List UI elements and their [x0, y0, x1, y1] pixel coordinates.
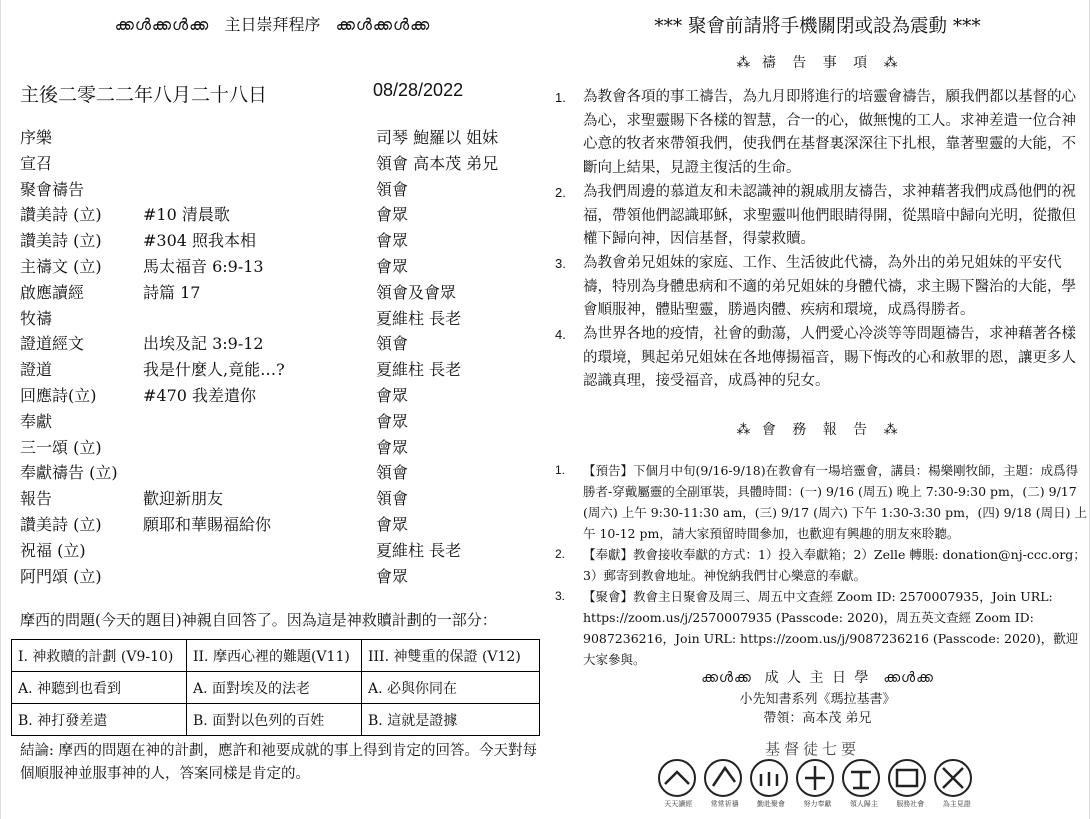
report-heading — [545, 419, 1090, 439]
program-item: 證道 — [20, 360, 53, 380]
program-item: 奉獻 — [20, 411, 53, 431]
program-row — [20, 486, 540, 512]
program-leader: 會眾 — [376, 437, 409, 457]
list-text: 為世界各地的疫情，社會的動蕩，人們愛心冷淡等等問題禱告，求神藉著各樣的環境，興起弟兄姐妹在各地傳揚福音，賜下悔改的心和赦罪的恩，讓更多人認識真理，接受福音，成爲神的兒女。 — [583, 326, 1076, 390]
program-row — [20, 512, 540, 538]
report-heading-text: 會 務 報 告 — [761, 422, 874, 438]
seven-essentials-icons — [655, 758, 980, 798]
program-item: 阿門頌 (立) — [20, 566, 102, 586]
program-item: 三一頌 (立) — [20, 437, 102, 457]
program-detail: #470 我差遣你 — [143, 385, 257, 405]
lead-shape — [851, 772, 871, 788]
program-row — [20, 306, 540, 332]
program-leader: 會眾 — [376, 411, 409, 431]
report-item — [555, 586, 1087, 670]
worship-order-title-text: 主日崇拜程序 — [224, 15, 321, 34]
seven-essentials-title: 基督徒七要 — [765, 740, 861, 758]
program-leader: 夏維柱 長老 — [376, 308, 462, 328]
ornament-right: ക്കൾക്ക — [883, 670, 934, 686]
program-leader: 會眾 — [376, 205, 409, 225]
ornament-icon: ⁂ — [736, 55, 752, 71]
program-leader: 夏維柱 長老 — [376, 540, 462, 560]
program-item: 主禱文 (立) — [20, 256, 102, 276]
prayer-item — [555, 86, 1087, 181]
program-item: 報告 — [20, 489, 53, 509]
kneel-shape — [713, 768, 735, 786]
program-row — [20, 383, 540, 409]
program-row — [20, 564, 540, 590]
report-list — [555, 460, 1087, 670]
seven-essentials-label: 服務社會 — [896, 800, 925, 808]
list-text: 【聚會】教會主日聚會及周三、周五中文查經 Zoom ID: 2570007935，Join URL: https://zoom.us/j/2570007935 (Passcode: 2020)，周五英文查經 Zoom ID: 9087236216，Join URL: https://zoom.us/j/9087236216 (Passcode: 2020)，歡迎大家參與。 — [583, 589, 1079, 667]
give-shape — [805, 766, 825, 790]
program-item: 序樂 — [20, 128, 53, 147]
program-item: 讚美詩 (立) — [20, 205, 102, 225]
program-row — [20, 538, 540, 564]
program-leader: 領會 — [376, 179, 409, 199]
program-item: 聚會禱告 — [20, 179, 85, 199]
list-number: 2. — [555, 184, 566, 200]
prayer-heading — [545, 52, 1090, 72]
serve-shape — [897, 770, 917, 786]
program-row — [20, 280, 540, 306]
table-cell: B. 面對以色列的百姓 — [187, 704, 362, 736]
prayer-heading-text: 禱 告 事 項 — [761, 55, 874, 71]
conclusion: 結論: 摩西的問題在神的計劃，應許和祂要成就的事上得到肯定的回答。今天對每個順服神並服事神的人，答案同樣是肯定的。 — [20, 743, 537, 782]
list-number: 4. — [555, 327, 566, 343]
program-row — [20, 151, 540, 177]
list-number: 1. — [555, 90, 566, 105]
sunday-school-title: 成 人 主 日 學 — [764, 670, 871, 686]
list-number: 3. — [555, 589, 566, 603]
program-detail: 出埃及記 3:9-12 — [143, 334, 264, 354]
program-detail: 我是什麼人,竟能…? — [143, 360, 285, 380]
prayer-item — [555, 252, 1087, 323]
program-row — [20, 125, 540, 151]
list-number: 2. — [555, 547, 566, 561]
program-row — [20, 357, 540, 383]
bible-reading-icon — [659, 760, 695, 796]
program-leader: 夏維柱 長老 — [376, 360, 462, 380]
book-shape — [665, 772, 689, 784]
program-leader: 會眾 — [376, 256, 409, 276]
program-leader: 會眾 — [376, 231, 409, 251]
ornament-icon: ⁂ — [736, 422, 752, 438]
program-item: 宣召 — [20, 153, 53, 173]
table-row — [12, 640, 540, 672]
program-leader: 領會 — [376, 463, 409, 483]
program-detail: #10 清晨歌 — [143, 205, 230, 225]
sermon-question: 摩西的問題(今天的題目)神親自回答了。因為這是神救贖計劃的一部分： — [20, 611, 497, 629]
table-row — [12, 672, 540, 704]
seven-essentials-label: 天天讀經 — [664, 800, 693, 808]
ornament-icon: ⁂ — [883, 422, 899, 438]
list-text: 為我們周邊的慕道友和未認識神的親戚朋友禱告，求神藉著我們成爲他們的祝福，帶領他們認識耶穌，求聖靈叫他們眼睛得開，從黑暗中歸向光明，從撒但權下歸向神，因信基督，得蒙救贖。 — [583, 183, 1076, 248]
program-leader: 領會 — [376, 489, 409, 509]
ornament-left: ക്കൾക്കൾക്ക — [114, 15, 210, 34]
program-leader: 會眾 — [376, 514, 409, 534]
list-text: 為教會各項的事工禱告，為九月即將進行的培靈會禱告，願我們都以基督的心為心，求聖靈賜下各樣的智慧，合一的心，做無愧的工人。求神差遣一位合神心意的牧者來帶領我們，使我們在基督裏深深往下扎根，靠著聖靈的大能，不斷向上結果，見證主復活的生命。 — [583, 89, 1076, 177]
table-cell: I. 神救贖的計劃 (V9-10) — [12, 640, 187, 672]
program-leader: 司琴 鮑羅以 姐妹 — [376, 128, 499, 147]
program-detail: 歡迎新朋友 — [143, 489, 224, 509]
list-number: 3. — [555, 255, 566, 271]
program-row — [20, 202, 540, 228]
date-row — [20, 80, 520, 107]
praying-icon — [705, 760, 741, 796]
program-item: 回應詩(立) — [20, 385, 97, 405]
seven-essentials-label: 領人歸主 — [849, 800, 878, 808]
prayer-item — [555, 323, 1087, 394]
people-shape — [761, 772, 777, 786]
seven-essentials-label: 勤赴聚會 — [757, 800, 786, 808]
program-row — [20, 177, 540, 203]
table-cell: A. 面對埃及的法老 — [187, 672, 362, 704]
program-row — [20, 409, 540, 435]
report-item — [555, 544, 1087, 586]
date-numeric: 08/28/2022 — [373, 80, 464, 100]
ornament-icon: ⁂ — [883, 55, 899, 71]
program-leader: 領會 高本茂 弟兄 — [376, 153, 499, 173]
program-detail: #304 照我本相 — [143, 231, 257, 251]
program-item: 牧禱 — [20, 308, 53, 328]
date-chinese: 主後二零二二年八月二十八日 — [20, 84, 268, 106]
program-row — [20, 435, 540, 461]
sunday-school-heading — [545, 667, 1090, 687]
program-item: 讚美詩 (立) — [20, 231, 102, 251]
table-cell: B. 這就是證據 — [362, 704, 540, 736]
program-row — [20, 460, 540, 486]
prayer-list — [555, 86, 1087, 394]
list-text: 【奉獻】教會接收奉獻的方式：1）投入奉獻箱；2）Zelle 轉賬: donation@nj-ccc.org；3）郵寄到教會地址。神悅納我們甘心樂意的奉獻。 — [583, 547, 1086, 583]
program-detail: 願耶和華賜福給你 — [143, 514, 272, 534]
ornament-right: ക്കൾക്കൾക്ക — [335, 15, 431, 34]
program-leader: 領會及會眾 — [376, 282, 457, 302]
program-item: 讚美詩 (立) — [20, 514, 102, 534]
seven-essentials-label: 為主見證 — [942, 800, 971, 808]
program-leader: 領會 — [376, 334, 409, 354]
phone-notice: *** 聚會前請將手機關閉或設為震動 *** — [654, 16, 981, 37]
page-edge-left — [0, 0, 1, 819]
program-item: 啟應讀經 — [20, 282, 85, 302]
program-detail: 詩篇 17 — [143, 282, 201, 302]
list-text: 【預告】下個月中旬(9/16-9/18)在教會有一場培靈會，講員：楊樂剛牧師，主題：成爲得勝者-穿戴屬靈的全副軍裝，具體時間：(一) 9/16 (周五) 晚上 7:30-9:30 pm，(二) 9/17 (周六) 上午 9:30-11:30 am，(三) 9/17 (周六) 下午 1:30-3:30 pm，(四) 9/18 (周日) 上午 10-12 pm，請大家預留時間參加，也歡迎有興趣的朋友來聆聽。 — [583, 463, 1087, 541]
table-cell: III. 神雙重的保證 (V12) — [362, 640, 540, 672]
program-item: 奉獻禱告 (立) — [20, 463, 118, 483]
program-list — [20, 125, 540, 589]
program-item: 證道經文 — [20, 334, 85, 354]
seven-essentials-label: 努力奉獻 — [803, 800, 832, 808]
program-detail: 馬太福音 6:9-13 — [143, 256, 264, 276]
program-row — [20, 331, 540, 357]
sunday-school-leader: 帶領：高本茂 弟兄 — [763, 711, 872, 726]
seven-essentials-labels — [655, 799, 980, 809]
report-item — [555, 460, 1087, 544]
list-text: 為教會弟兄姐妹的家庭、工作、生活彼此代禱，為外出的弟兄姐妹的平安代禱，特別為身體患病和不適的弟兄姐妹的身體代禱，求主賜下醫治的大能，學會順服神，體貼聖靈，勝過肉體、疾病和環境，成爲得勝者。 — [583, 254, 1076, 319]
worship-order-title — [0, 12, 545, 35]
list-number: 1. — [555, 463, 566, 477]
ornament-left: ക്കൾക്ക — [701, 670, 752, 686]
table-cell: A. 必與你同在 — [362, 672, 540, 704]
program-row — [20, 228, 540, 254]
table-row — [12, 704, 540, 736]
program-leader: 會眾 — [376, 385, 409, 405]
witness-shape — [943, 768, 963, 788]
seven-essentials-label: 常常祈禱 — [710, 800, 739, 808]
sermon-points-table — [11, 639, 540, 736]
table-cell: B. 神打發差遣 — [12, 704, 187, 736]
prayer-item — [555, 181, 1087, 252]
program-leader: 會眾 — [376, 566, 409, 586]
program-item: 祝福 (立) — [20, 540, 86, 560]
table-cell: A. 神聽到也看到 — [12, 672, 187, 704]
sunday-school-series: 小先知書系列《瑪拉基書》 — [739, 692, 896, 707]
table-cell: II. 摩西心裡的難題(V11) — [187, 640, 362, 672]
program-row — [20, 254, 540, 280]
service-icon — [889, 760, 925, 796]
